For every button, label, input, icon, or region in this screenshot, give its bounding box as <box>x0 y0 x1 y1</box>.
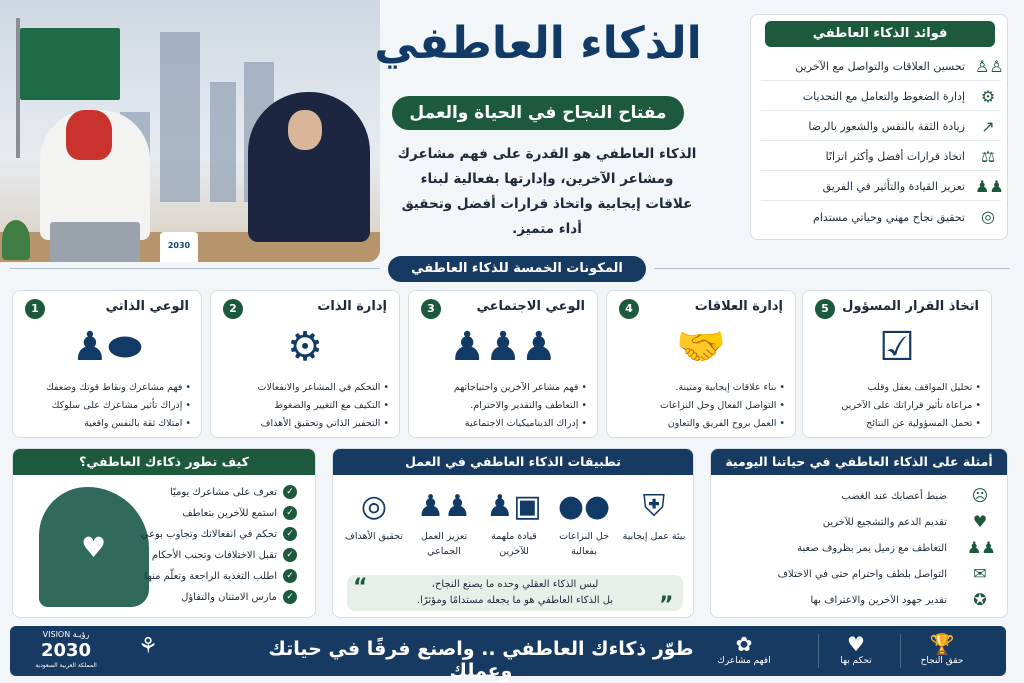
card-title: إدارة الذات <box>317 299 387 314</box>
brain-icon: ✿ <box>735 632 753 656</box>
vision-sub: المملكة العربية السعودية <box>35 662 97 669</box>
application-label: بيئة عمل إيجابية <box>622 531 686 542</box>
card-point: • إدراك تأثير مشاعرك على سلوكك <box>19 397 191 415</box>
benefit-item <box>761 143 1001 171</box>
evolve-item <box>141 527 297 541</box>
plant <box>2 220 30 260</box>
laptop <box>50 222 140 262</box>
chat-bubbles-icon: ●● <box>557 489 611 524</box>
card-points <box>613 379 785 433</box>
man-headscarf <box>66 110 112 160</box>
person-mirror-icon: ♟⬬ <box>71 324 143 370</box>
evolve-item <box>182 506 297 520</box>
application-label: تعزيز العمل الجماعي <box>420 531 468 557</box>
card-points <box>809 379 981 433</box>
benefit-label: تحسين العلاقات والتواصل مع الآخرين <box>795 60 965 73</box>
application-item <box>621 485 687 544</box>
trophy-icon: 🏆 <box>929 632 955 656</box>
example-item <box>729 511 993 533</box>
vision-top: VISION رؤيـة <box>42 630 90 639</box>
application-item <box>551 485 617 559</box>
check-icon: ✓ <box>283 527 297 541</box>
evolve-item <box>152 548 297 562</box>
footer-separator <box>818 634 819 668</box>
example-label: ضبط أعصابك عند الغضب <box>841 490 947 502</box>
benefit-item <box>761 113 1001 141</box>
application-item <box>341 485 407 544</box>
benefit-item <box>761 173 1004 201</box>
examples-panel <box>710 448 1008 618</box>
evolve-label: تقبل الاختلافات وتجنب الأحكام <box>151 549 277 561</box>
application-label: تحقيق الأهداف <box>345 531 403 542</box>
target-icon: ◎ <box>360 489 388 524</box>
check-icon: ✓ <box>283 590 297 604</box>
component-card-responsible-decision <box>802 290 992 438</box>
evolve-label: تحكم في انفعالاتك وتجاوب بوعي <box>140 528 277 540</box>
footer-separator <box>900 634 901 668</box>
divider <box>654 268 1010 269</box>
medal-icon: ✪ <box>973 590 987 609</box>
heart-icon: ♥ <box>847 632 865 656</box>
group-icon: ♟♟♟ <box>449 324 557 370</box>
applications-title: تطبيقات الذكاء العاطفي في العمل <box>333 449 693 475</box>
saudi-flag-image <box>20 28 120 100</box>
page-subtitle: مفتاح النجاح في الحياة والعمل <box>392 96 684 130</box>
checklist-icon: ☑ <box>879 324 915 370</box>
check-icon: ✓ <box>283 548 297 562</box>
component-card-self-management <box>210 290 400 438</box>
footer-item <box>910 632 974 666</box>
example-item <box>729 563 993 585</box>
card-number: 4 <box>619 299 639 319</box>
angry-face-icon: ☹ <box>971 486 989 505</box>
card-point: • بناء علاقات إيجابية ومتينة. <box>613 379 785 397</box>
example-item <box>729 537 996 559</box>
mug: 2030 <box>160 232 198 262</box>
example-label: تقديم الدعم والتشجيع للآخرين <box>822 516 947 528</box>
card-title: الوعي الذاتي <box>105 299 189 314</box>
application-item <box>411 485 477 559</box>
evolve-label: اطلب التغذية الراجعة وتعلّم منها <box>144 570 277 582</box>
card-title: إدارة العلاقات <box>694 299 783 314</box>
check-icon: ✓ <box>283 485 297 499</box>
footer-item-label: افهم مشاعرك <box>717 656 771 666</box>
evolve-title: كيف تطور ذكاءك العاطفي؟ <box>13 449 315 475</box>
footer-item-label: تحكم بها <box>840 656 872 666</box>
heart-icon: ♥ <box>81 531 107 564</box>
footer-item <box>712 632 776 666</box>
component-card-relationship-management <box>606 290 796 438</box>
card-number: 3 <box>421 299 441 319</box>
card-point: • العمل بروح الفريق والتعاون <box>613 415 785 433</box>
head-gears-icon: ⚙ <box>287 324 323 370</box>
card-title: الوعي الاجتماعي <box>476 299 585 314</box>
card-point: • التحكم في المشاعر والانفعالات <box>217 379 389 397</box>
benefits-title: فوائد الذكاء العاطفي <box>765 21 995 47</box>
shield-check-icon: ⛨ <box>642 489 666 524</box>
evolve-item <box>181 590 297 604</box>
evolve-label: تعرف على مشاعرك يوميًا <box>169 486 277 498</box>
page-title: الذكاء العاطفي <box>374 18 702 69</box>
chat-icon: ✉ <box>973 564 987 583</box>
head-gear-icon: ⚙ <box>980 86 996 106</box>
application-label: حل النزاعات بفعالية <box>559 531 609 557</box>
check-icon: ✓ <box>283 569 297 583</box>
benefit-label: زيادة الثقة بالنفس والشعور بالرضا <box>808 120 965 133</box>
footer-bar <box>10 626 1006 682</box>
growth-chart-icon: ↗ <box>981 116 995 136</box>
benefit-label: تعزيز القيادة والتأثير في الفريق <box>822 180 965 193</box>
example-item <box>729 589 993 611</box>
example-label: التعاطف مع زميل يمر بظروف صعبة <box>797 542 947 554</box>
people-icon: ♟♟ <box>967 538 996 557</box>
quote-open-icon: “ <box>353 575 368 600</box>
evolve-item <box>170 485 297 499</box>
card-point: • تحليل المواقف بعقل وقلب <box>809 379 981 397</box>
quote-close-icon: ” <box>659 593 674 618</box>
card-point: • تحمل المسؤولية عن النتائج <box>809 415 981 433</box>
application-item <box>481 485 547 559</box>
benefits-panel <box>750 14 1008 240</box>
footer-item-label: حقق النجاح <box>920 656 964 666</box>
handshake-icon: 🤝 <box>676 324 726 370</box>
divider <box>10 268 380 269</box>
vision-year: 2030 <box>40 640 92 661</box>
components-title: المكونات الخمسة للذكاء العاطفي <box>388 256 646 282</box>
check-icon: ✓ <box>283 506 297 520</box>
footer-item <box>824 632 888 666</box>
evolve-label: مارس الامتنان والتفاؤل <box>181 591 277 603</box>
hand-heart-icon: ♥ <box>972 512 988 531</box>
example-label: تقدير جهود الآخرين والاعتراف بها <box>810 594 947 606</box>
evolve-label: استمع للآخرين بتعاطف <box>182 507 277 519</box>
card-point: • امتلاك ثقة بالنفس واقعية <box>19 415 191 433</box>
palm-swords-emblem-icon: ⚘ <box>138 634 158 659</box>
intro-text: الذكاء العاطفي هو القدرة على فهم مشاعرك ومشاعر الآخرين، وإدارتها بفعالية لبناء علاقات إيجابية واتخاذ قرارات أفضل وتحقيق أداء متميز. <box>397 146 697 237</box>
examples-title: أمثلة على الذكاء العاطفي في حياتنا اليومية <box>711 449 1007 475</box>
component-card-self-awareness <box>12 290 202 438</box>
benefit-label: تحقيق نجاح مهني وحياتي مستدام <box>813 210 965 224</box>
card-number: 2 <box>223 299 243 319</box>
evolve-item <box>144 569 297 583</box>
card-point: • فهم مشاعر الآخرين واحتياجاتهم <box>415 379 587 397</box>
quote-line: بل الذكاء العاطفي هو ما يجعله مستدامًا ومؤثرًا. <box>416 595 614 606</box>
example-item <box>729 485 993 507</box>
card-point: • إدراك الديناميكيات الاجتماعية <box>415 415 587 433</box>
card-point: • التكيف مع التغيير والضغوط <box>217 397 389 415</box>
benefit-item <box>761 53 1004 81</box>
card-point: • التحفيز الذاتي وتحقيق الأهداف <box>217 415 389 433</box>
card-point: • فهم مشاعرك ونقاط قوتك وضعفك <box>19 379 191 397</box>
footer-slogan: طوّر ذكاءك العاطفي .. واصنع فرقًا في حياتك وعملك <box>268 638 694 682</box>
application-label: قيادة ملهمة للآخرين <box>491 531 537 557</box>
people-icon: ♙♙ <box>975 56 1004 76</box>
card-points <box>19 379 191 433</box>
vision-2030-logo <box>20 630 112 672</box>
target-icon: ◎ <box>981 207 995 226</box>
quote-box <box>347 575 683 611</box>
quote-line: ليس الذكاء العقلي وحده ما يصنع النجاح، <box>431 579 599 590</box>
benefit-label: إدارة الضغوط والتعامل مع التحديات <box>802 90 965 103</box>
benefit-item <box>761 83 1001 111</box>
card-point: • التواصل الفعال وحل النزاعات <box>613 397 785 415</box>
evolve-panel <box>12 448 316 618</box>
presenter-icon: ♟▣ <box>486 489 542 524</box>
scales-icon: ⚖ <box>980 146 996 166</box>
card-points <box>415 379 587 433</box>
card-number: 1 <box>25 299 45 319</box>
skyline-building <box>210 82 236 202</box>
card-title: اتخاذ القرار المسؤول <box>842 299 979 314</box>
woman-face <box>288 110 322 150</box>
card-points <box>217 379 389 433</box>
component-card-social-awareness <box>408 290 598 438</box>
skyline-building <box>160 32 200 202</box>
team-icon: ♟♟ <box>975 176 1004 196</box>
hero-photo <box>0 0 380 262</box>
card-point: • مراعاة تأثير قراراتك على الآخرين <box>809 397 981 415</box>
team-icon: ♟♟ <box>417 489 471 524</box>
example-label: التواصل بلطف واحترام حتى في الاختلاف <box>777 568 947 580</box>
card-point: • التعاطف والتقدير والاحترام. <box>415 397 587 415</box>
benefit-item <box>761 203 1001 231</box>
applications-panel <box>332 448 694 618</box>
card-number: 5 <box>815 299 835 319</box>
benefit-label: اتخاذ قرارات أفضل وأكثر اتزانًا <box>825 150 965 163</box>
